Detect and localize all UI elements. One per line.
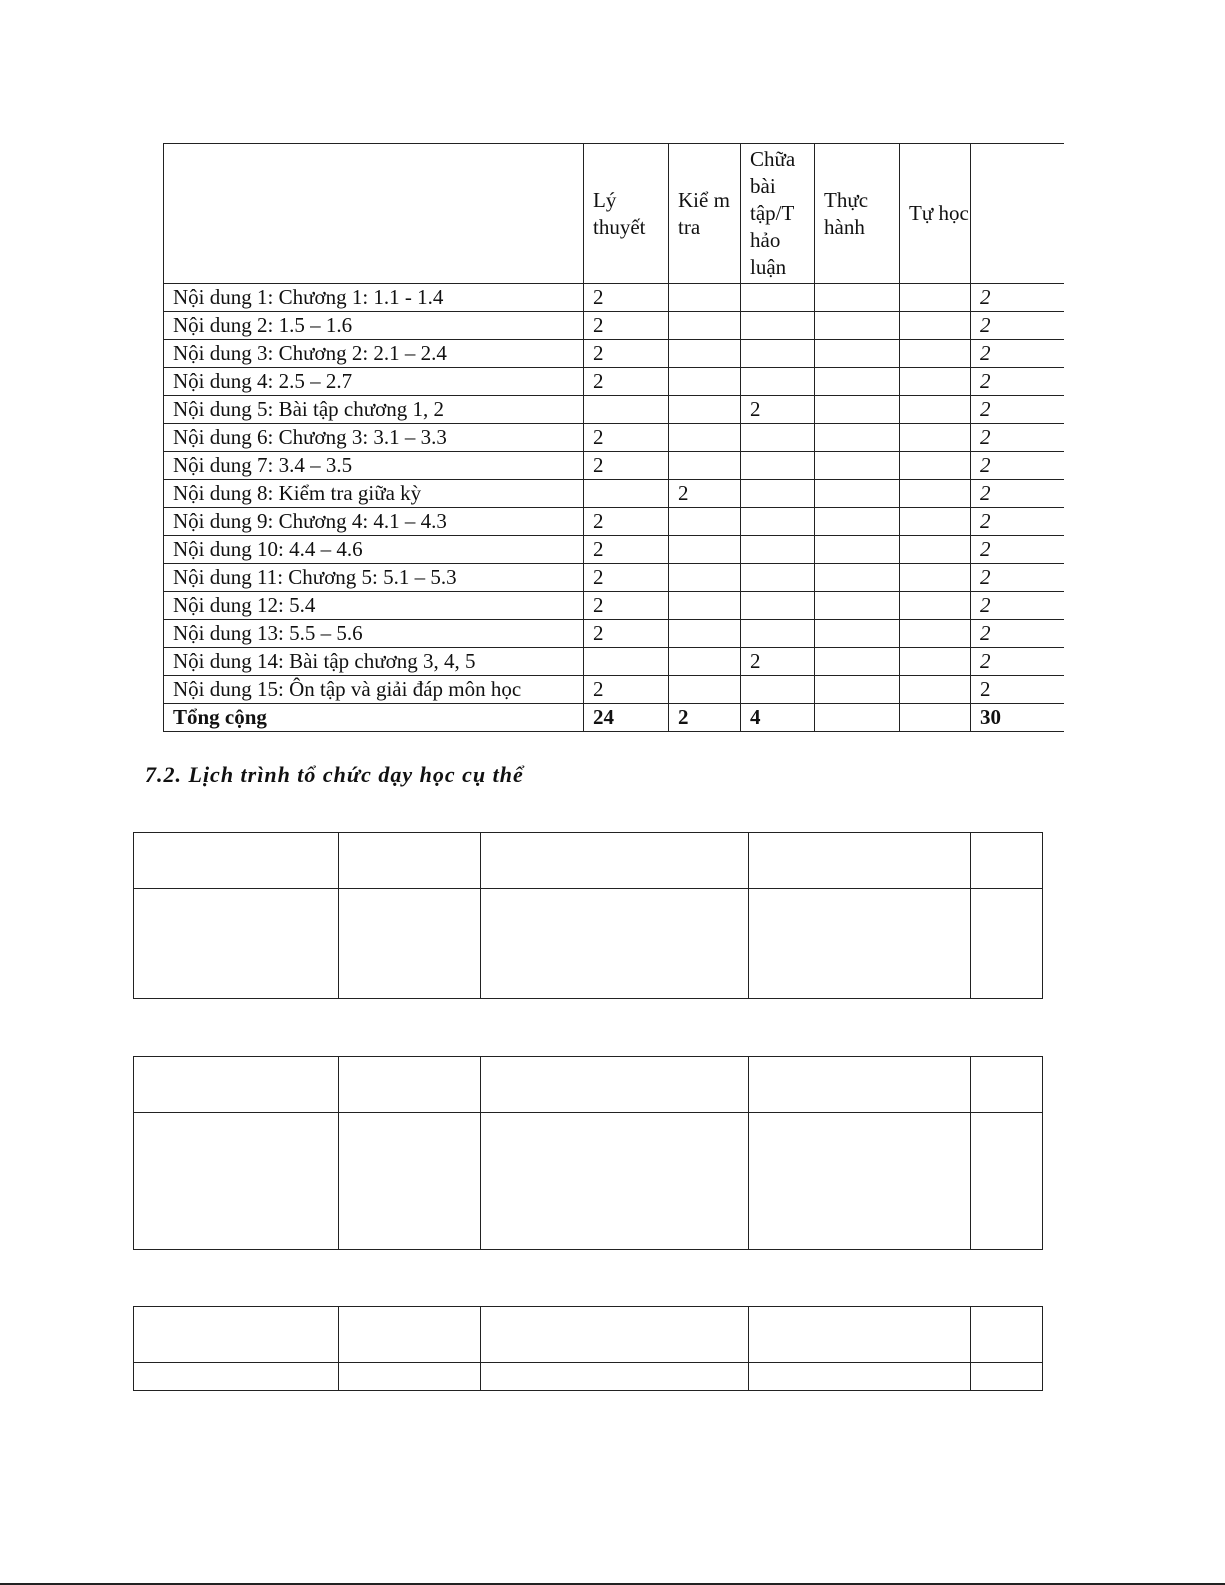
- theory-cell: 2: [584, 452, 669, 480]
- practice-cell: [815, 536, 900, 564]
- theory-cell: 2: [584, 284, 669, 312]
- table-cell: [134, 1363, 339, 1391]
- exercise-cell: [741, 620, 815, 648]
- total-cell: 2: [971, 340, 1064, 368]
- table-cell: [749, 1307, 971, 1363]
- topic-cell: Nội dung 3: Chương 2: 2.1 – 2.4: [164, 340, 584, 368]
- topic-cell: Nội dung 12: 5.4: [164, 592, 584, 620]
- exercise-cell: [741, 340, 815, 368]
- table-cell: [339, 833, 481, 889]
- table-cell: [339, 889, 481, 999]
- exercise-cell: 2: [741, 648, 815, 676]
- theory-cell: 2: [584, 536, 669, 564]
- schedule-table-1-header-row: [134, 833, 1043, 889]
- table-cell: [481, 1113, 749, 1250]
- practice-cell: [815, 508, 900, 536]
- header-total: [971, 144, 1064, 284]
- exercise-cell: [741, 424, 815, 452]
- table-cell: [339, 1057, 481, 1113]
- exercise-cell: [741, 284, 815, 312]
- test-cell: [669, 536, 741, 564]
- exercise-cell: [741, 480, 815, 508]
- self-study-cell: [900, 508, 971, 536]
- table-cell: [339, 1363, 481, 1391]
- table-cell: [339, 1307, 481, 1363]
- practice-cell: [815, 340, 900, 368]
- theory-cell: 2: [584, 564, 669, 592]
- table-row: [164, 620, 1064, 648]
- table-cell: [481, 1307, 749, 1363]
- theory-cell: 2: [584, 340, 669, 368]
- exercise-cell: [741, 676, 815, 704]
- schedule-table-2-header-row: [134, 1057, 1043, 1113]
- theory-cell: 2: [584, 424, 669, 452]
- total-theory-cell: 24: [584, 704, 669, 732]
- schedule-table-2: [133, 1056, 1043, 1250]
- table-cell: [339, 1113, 481, 1250]
- header-topic: [164, 144, 584, 284]
- test-cell: [669, 452, 741, 480]
- theory-cell: [584, 648, 669, 676]
- exercise-cell: [741, 564, 815, 592]
- table-cell: [971, 833, 1043, 889]
- exercise-cell: [741, 312, 815, 340]
- table-cell: [749, 889, 971, 999]
- table-cell: [971, 1363, 1043, 1391]
- self-study-cell: [900, 648, 971, 676]
- test-cell: [669, 396, 741, 424]
- self-study-cell: [900, 536, 971, 564]
- topic-cell: Nội dung 4: 2.5 – 2.7: [164, 368, 584, 396]
- header-row: [164, 144, 1064, 284]
- total-cell: 2: [971, 368, 1064, 396]
- table-cell: [134, 1113, 339, 1250]
- topic-cell: Nội dung 1: Chương 1: 1.1 - 1.4: [164, 284, 584, 312]
- exercise-cell: [741, 592, 815, 620]
- table-row: [164, 592, 1064, 620]
- total-topic-cell: Tổng cộng: [164, 704, 584, 732]
- self-study-cell: [900, 480, 971, 508]
- schedule-table-3-body-row: [134, 1363, 1043, 1391]
- table-cell: [481, 889, 749, 999]
- header-test: Kiể m tra: [669, 144, 741, 284]
- header-practice: Thực hành: [815, 144, 900, 284]
- table-cell: [481, 1363, 749, 1391]
- table-cell: [749, 1057, 971, 1113]
- self-study-cell: [900, 284, 971, 312]
- theory-cell: 2: [584, 312, 669, 340]
- practice-cell: [815, 564, 900, 592]
- practice-cell: [815, 452, 900, 480]
- total-test-cell: 2: [669, 704, 741, 732]
- topic-cell: Nội dung 10: 4.4 – 4.6: [164, 536, 584, 564]
- table-row: [164, 676, 1064, 704]
- total-cell: 2: [971, 536, 1064, 564]
- test-cell: [669, 592, 741, 620]
- header-theory: Lý thuyết: [584, 144, 669, 284]
- theory-cell: 2: [584, 592, 669, 620]
- total-cell: 2: [971, 620, 1064, 648]
- theory-cell: 2: [584, 368, 669, 396]
- table-row: [164, 508, 1064, 536]
- totals-row: [164, 704, 1064, 732]
- hours-summary-table: [163, 143, 1064, 732]
- table-cell: [749, 1363, 971, 1391]
- table-cell: [134, 833, 339, 889]
- test-cell: [669, 648, 741, 676]
- self-study-cell: [900, 452, 971, 480]
- topic-cell: Nội dung 11: Chương 5: 5.1 – 5.3: [164, 564, 584, 592]
- topic-cell: Nội dung 13: 5.5 – 5.6: [164, 620, 584, 648]
- theory-cell: 2: [584, 620, 669, 648]
- section-heading: 7.2. Lịch trình tổ chức dạy học cụ thể: [145, 762, 524, 787]
- schedule-table-1: [133, 832, 1043, 999]
- header-exercise: Chữa bài tập/T hảo luận: [741, 144, 815, 284]
- table-row: [164, 648, 1064, 676]
- practice-cell: [815, 620, 900, 648]
- topic-cell: Nội dung 14: Bài tập chương 3, 4, 5: [164, 648, 584, 676]
- total-cell: 2: [971, 452, 1064, 480]
- test-cell: [669, 620, 741, 648]
- table-row: [164, 452, 1064, 480]
- total-cell: 2: [971, 284, 1064, 312]
- self-study-cell: [900, 340, 971, 368]
- schedule-table-1-body-row: [134, 889, 1043, 999]
- table-cell: [481, 1057, 749, 1113]
- table-row: [164, 396, 1064, 424]
- test-cell: [669, 564, 741, 592]
- total-cell: 2: [971, 480, 1064, 508]
- total-cell: 2: [971, 424, 1064, 452]
- practice-cell: [815, 648, 900, 676]
- theory-cell: 2: [584, 508, 669, 536]
- practice-cell: [815, 368, 900, 396]
- total-cell: 2: [971, 508, 1064, 536]
- practice-cell: [815, 424, 900, 452]
- self-study-cell: [900, 592, 971, 620]
- table-cell: [971, 1057, 1043, 1113]
- table-row: [164, 340, 1064, 368]
- practice-cell: [815, 592, 900, 620]
- test-cell: [669, 508, 741, 536]
- table-row: [164, 312, 1064, 340]
- topic-cell: Nội dung 8: Kiểm tra giữa kỳ: [164, 480, 584, 508]
- table-cell: [481, 833, 749, 889]
- total-practice-cell: [815, 704, 900, 732]
- table-row: [164, 368, 1064, 396]
- table-cell: [971, 1307, 1043, 1363]
- self-study-cell: [900, 368, 971, 396]
- table-row: [164, 284, 1064, 312]
- table-cell: [134, 1057, 339, 1113]
- topic-cell: Nội dung 6: Chương 3: 3.1 – 3.3: [164, 424, 584, 452]
- topic-cell: Nội dung 15: Ôn tập và giải đáp môn học: [164, 676, 584, 704]
- total-cell: 2: [971, 592, 1064, 620]
- self-study-cell: [900, 396, 971, 424]
- schedule-table-3-header-row: [134, 1307, 1043, 1363]
- self-study-cell: [900, 676, 971, 704]
- test-cell: [669, 284, 741, 312]
- table-cell: [971, 1113, 1043, 1250]
- test-cell: [669, 340, 741, 368]
- table-row: [164, 480, 1064, 508]
- exercise-cell: 2: [741, 396, 815, 424]
- total-cell: 2: [971, 312, 1064, 340]
- practice-cell: [815, 312, 900, 340]
- theory-cell: [584, 480, 669, 508]
- test-cell: [669, 676, 741, 704]
- self-study-cell: [900, 620, 971, 648]
- exercise-cell: [741, 536, 815, 564]
- schedule-table-2-body-row: [134, 1113, 1043, 1250]
- practice-cell: [815, 284, 900, 312]
- table-cell: [749, 833, 971, 889]
- total-total-cell: 30: [971, 704, 1064, 732]
- table-row: [164, 536, 1064, 564]
- topic-cell: Nội dung 7: 3.4 – 3.5: [164, 452, 584, 480]
- table-row: [164, 424, 1064, 452]
- schedule-table-3: [133, 1306, 1043, 1391]
- table-cell: [749, 1113, 971, 1250]
- practice-cell: [815, 396, 900, 424]
- total-cell: 2: [971, 648, 1064, 676]
- practice-cell: [815, 676, 900, 704]
- topic-cell: Nội dung 5: Bài tập chương 1, 2: [164, 396, 584, 424]
- test-cell: [669, 424, 741, 452]
- test-cell: [669, 312, 741, 340]
- total-cell: 2: [971, 396, 1064, 424]
- exercise-cell: [741, 452, 815, 480]
- table-cell: [971, 889, 1043, 999]
- total-cell: 2: [971, 564, 1064, 592]
- self-study-cell: [900, 312, 971, 340]
- self-study-cell: [900, 564, 971, 592]
- header-self-study: Tự học: [900, 144, 971, 284]
- practice-cell: [815, 480, 900, 508]
- exercise-cell: [741, 368, 815, 396]
- exercise-cell: [741, 508, 815, 536]
- table-cell: [134, 1307, 339, 1363]
- table-cell: [134, 889, 339, 999]
- theory-cell: 2: [584, 676, 669, 704]
- table-row: [164, 564, 1064, 592]
- topic-cell: Nội dung 9: Chương 4: 4.1 – 4.3: [164, 508, 584, 536]
- test-cell: [669, 368, 741, 396]
- test-cell: 2: [669, 480, 741, 508]
- topic-cell: Nội dung 2: 1.5 – 1.6: [164, 312, 584, 340]
- total-cell: 2: [971, 676, 1064, 704]
- self-study-cell: [900, 424, 971, 452]
- theory-cell: [584, 396, 669, 424]
- total-self-study-cell: [900, 704, 971, 732]
- total-exercise-cell: 4: [741, 704, 815, 732]
